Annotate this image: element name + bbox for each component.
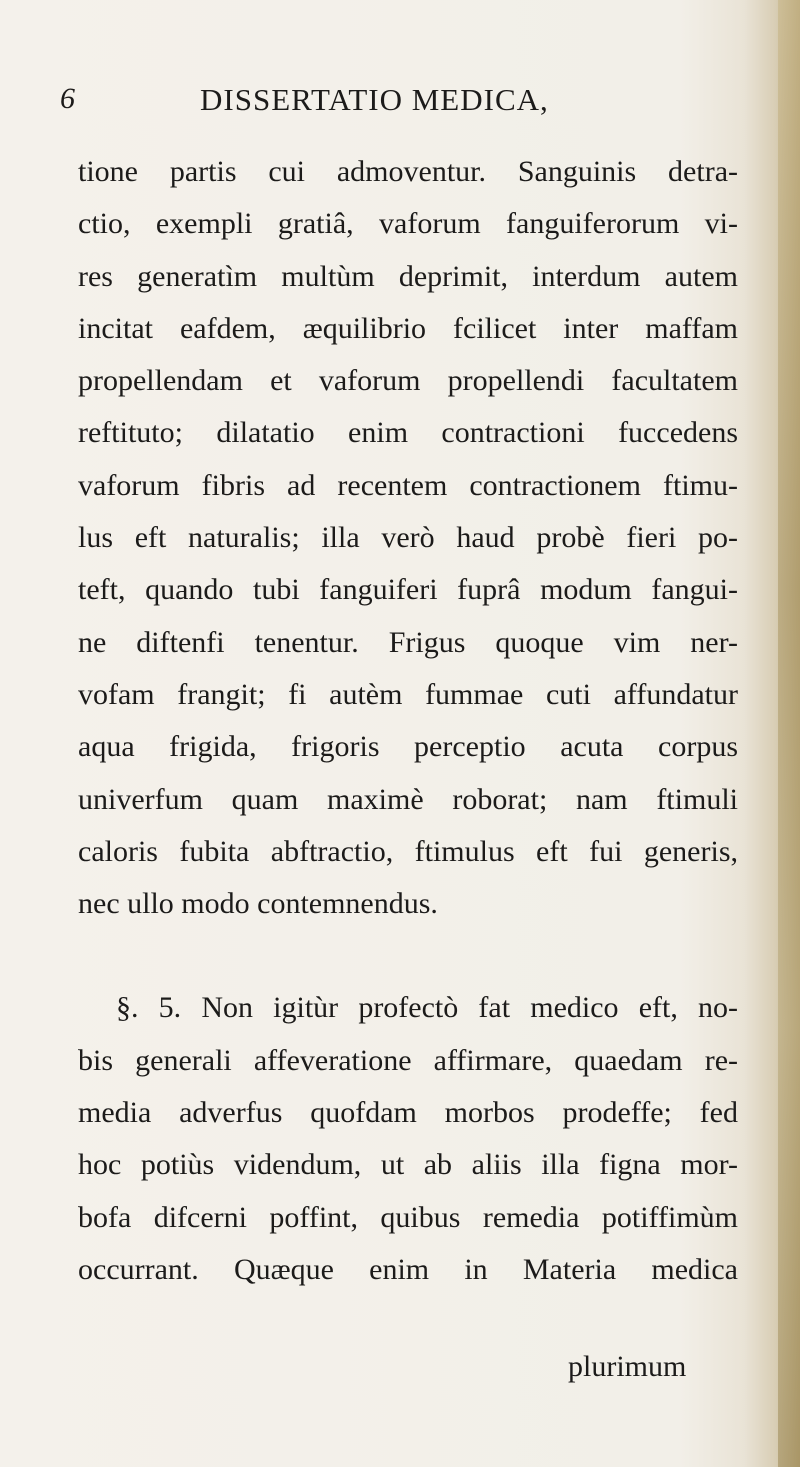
text-line: §. 5. Non igitùr profectò fat medico eft, no- — [116, 991, 738, 1025]
text-line: bis generali affeveratione affirmare, quaedam re- — [78, 1043, 738, 1077]
text-line: propellendam et vaforum propellendi facultatem — [78, 364, 738, 398]
text-line: ne diftenfi tenentur. Frigus quoque vim ner- — [78, 625, 738, 659]
text-line: vofam frangit; fi autèm fummae cuti affundatur — [78, 677, 738, 711]
page-number: 6 — [60, 82, 75, 115]
text-line: bofa difcerni poffint, quibus remedia potiffimùm — [78, 1200, 738, 1234]
text-line: ctio, exempli gratiâ, vaforum fanguiferorum vi- — [78, 207, 738, 241]
catchword: plurimum — [568, 1350, 687, 1383]
running-title: DISSERTATIO MEDICA, — [200, 82, 549, 117]
text-line: aqua frigida, frigoris perceptio acuta corpus — [78, 730, 738, 764]
text-line: lus eft naturalis; illa verò haud probè fieri po- — [78, 521, 738, 555]
text-line: hoc potiùs videndum, ut ab aliis illa figna mor- — [78, 1148, 738, 1182]
text-line: vaforum fibris ad recentem contractionem ftimu- — [78, 468, 738, 502]
text-line: teft, quando tubi fanguiferi fuprâ modum fangui- — [78, 573, 738, 607]
text-line: tione partis cui admoventur. Sanguinis detra- — [78, 155, 738, 188]
text-line: caloris fubita abftractio, ftimulus eft fui generis, — [78, 834, 738, 868]
text-line: nec ullo modo contemnendus. — [78, 887, 438, 921]
text-line: media adverfus quofdam morbos prodeffe; fed — [78, 1096, 738, 1130]
text-line: incitat eafdem, æquilibrio fcilicet inter maffam — [78, 311, 738, 345]
text-line: occurrant. Quæque enim in Materia medica — [78, 1252, 738, 1286]
text-line: reftituto; dilatatio enim contractioni fuccedens — [78, 416, 738, 450]
page-edge — [778, 0, 800, 1467]
page-header — [60, 82, 720, 132]
paragraph-gap — [78, 930, 738, 982]
text-line: res generatìm multùm deprimit, interdum autem — [78, 259, 738, 293]
text-line: univerfum quam maximè roborat; nam ftimuli — [78, 782, 738, 816]
body-text — [78, 146, 738, 1296]
